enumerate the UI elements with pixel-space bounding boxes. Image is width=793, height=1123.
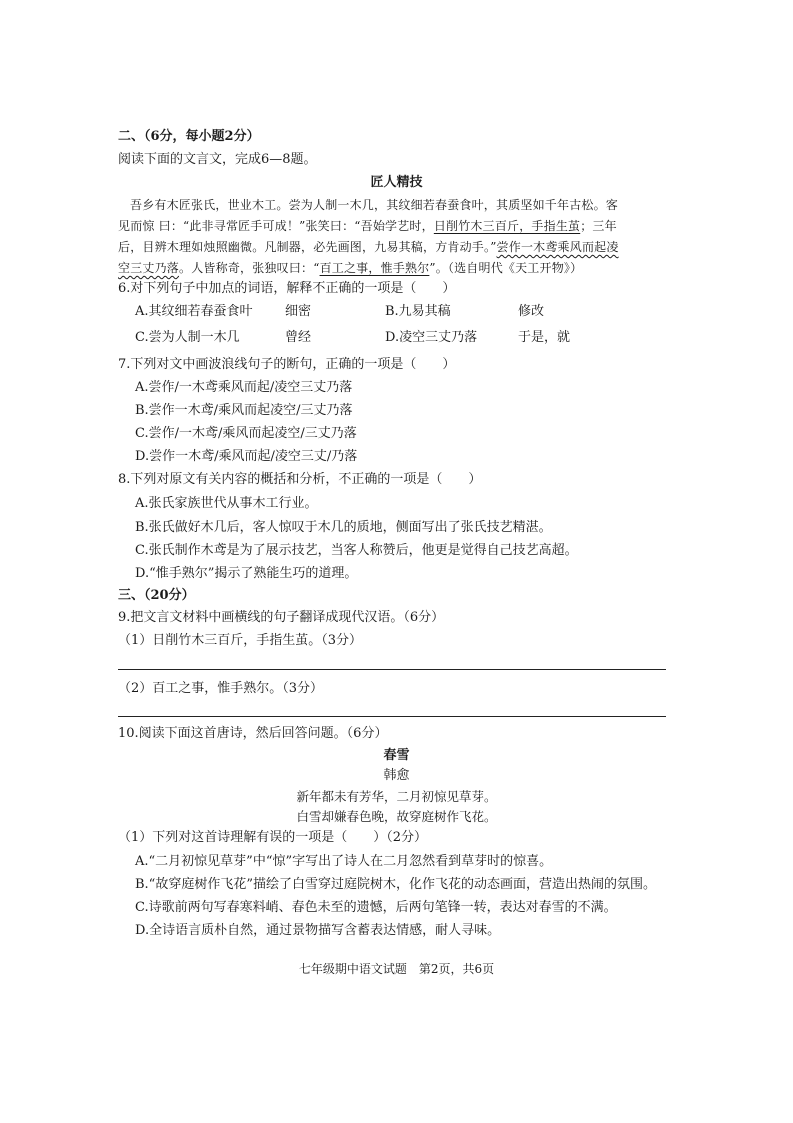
section-3-heading: 三、（20分） — [118, 588, 195, 603]
q8-stem: 8.下列对原文有关内容的概括和分析，不正确的一项是（ ） — [118, 472, 482, 487]
q8-option-c: C.张氏制作木鸢是为了展示技艺，当客人称赞后，他更是觉得自己技艺高超。 — [135, 543, 578, 558]
poem-line-1: 新年都未有芳华，二月初惊见草芽。 — [296, 789, 497, 804]
wavy-sentence-part-2: 空三丈乃落 — [118, 261, 180, 275]
poem-author: 韩愈 — [383, 768, 410, 783]
q6-option-c: C.尝为人制一木几 — [135, 330, 240, 345]
q10-sub1-stem: （1）下列对这首诗理解有误的一项是（ ）（2分） — [118, 830, 428, 845]
q7-option-a: A.尝作/一木鸢乘风而起/凌空三丈乃落 — [135, 380, 353, 395]
q9-answer-line-2 — [118, 716, 666, 717]
section-2-heading: 二、（6分，每小题2分） — [118, 129, 260, 144]
q6-option-b: B.九易其稿 — [385, 304, 451, 319]
q6-option-a-gloss: 细密 — [285, 304, 312, 319]
passage-line-4: 空三丈乃落。人皆称奇，张独叹曰：“百工之事，惟手熟尔”。（选自明代《天工开物》） — [118, 261, 583, 275]
q7-option-b: B.尝作一木鸢/乘风而起凌空/三丈乃落 — [135, 403, 353, 418]
q9-answer-line-1 — [118, 669, 666, 670]
q9-stem: 9.把文言文材料中画横线的句子翻译成现代汉语。（6分） — [118, 610, 445, 625]
passage-line-2: 见而惊 曰：“此非寻常匠手可成！”张笑曰：“吾始学艺时，日削竹木三百斤，手指生茧；三年 — [118, 219, 617, 233]
q7-option-d: D.尝作一木鸢/乘风而起/凌空三丈/乃落 — [135, 449, 358, 464]
passage-line-1: 吾乡有木匠张氏，世业木工。尝为人制一木几，其纹细若春蚕食叶，其质坚如千年古松。客 — [130, 198, 619, 212]
underlined-sentence-2: 百工之事，惟手熟尔 — [319, 261, 430, 275]
q6-stem: 6.对下列句子中加点的词语，解释不正确的一项是（ ） — [118, 281, 456, 296]
q10-option-b: B.“故穿庭树作飞花”描绘了白雪穿过庭院树木，化作飞花的动态画面，营造出热闹的氛围。 — [135, 877, 656, 892]
q6-option-b-gloss: 修改 — [518, 304, 545, 319]
q10-option-a: A.“二月初惊见草芽”中“惊”字写出了诗人在二月忽然看到草芽时的惊喜。 — [135, 854, 553, 869]
q7-option-c: C.尝作/一木鸢/乘风而起凌空/三丈乃落 — [135, 426, 357, 441]
q9-part-1: （1）日削竹木三百斤，手指生茧。（3分） — [118, 633, 363, 648]
passage-title: 匠人精技 — [370, 175, 423, 190]
q10-option-c: C.诗歌前两句写春寒料峭、春色未至的遗憾，后两句笔锋一转，表达对春雪的不满。 — [135, 900, 617, 915]
wavy-sentence-part-1: 尝作一木鸢乘风而起凌 — [496, 240, 619, 254]
q9-part-2: （2）百工之事，惟手熟尔。（3分） — [118, 681, 324, 696]
q6-option-d: D.凌空三丈乃落 — [385, 330, 478, 345]
q6-option-a: A.其纹细若春蚕食叶 — [135, 304, 253, 319]
q7-stem: 7.下列对文中画波浪线句子的断句，正确的一项是（ ） — [118, 357, 456, 372]
passage-line-3: 后，目辨木理如烛照幽微。凡制器，必先画图，九易其稿，方肯动手。”尝作一木鸢乘风而起凌 — [118, 240, 619, 254]
section-2-instruction: 阅读下面的文言文，完成6—8题。 — [118, 152, 317, 167]
page-footer: 七年级期中语文试题 第2页，共6页 — [298, 962, 495, 976]
q10-stem: 10.阅读下面这首唐诗，然后回答问题。（6分） — [118, 726, 388, 741]
q10-option-d: D.全诗语言质朴自然，通过景物描写含蓄表达情感，耐人寻味。 — [135, 923, 501, 938]
q8-option-b: B.张氏做好木几后，客人惊叹于木几的质地，侧面写出了张氏技艺精湛。 — [135, 520, 552, 535]
poem-title: 春雪 — [383, 748, 410, 763]
q8-option-d: D.“惟手熟尔”揭示了熟能生巧的道理。 — [135, 566, 358, 581]
q8-option-a: A.张氏家族世代从事木工行业。 — [135, 496, 318, 511]
poem-line-2: 白雪却嫌春色晚，故穿庭树作飞花。 — [296, 809, 497, 824]
underlined-sentence-1: 日削竹木三百斤，手指生茧 — [433, 219, 581, 233]
q6-option-d-gloss: 于是，就 — [518, 330, 571, 345]
q6-option-c-gloss: 曾经 — [285, 330, 312, 345]
